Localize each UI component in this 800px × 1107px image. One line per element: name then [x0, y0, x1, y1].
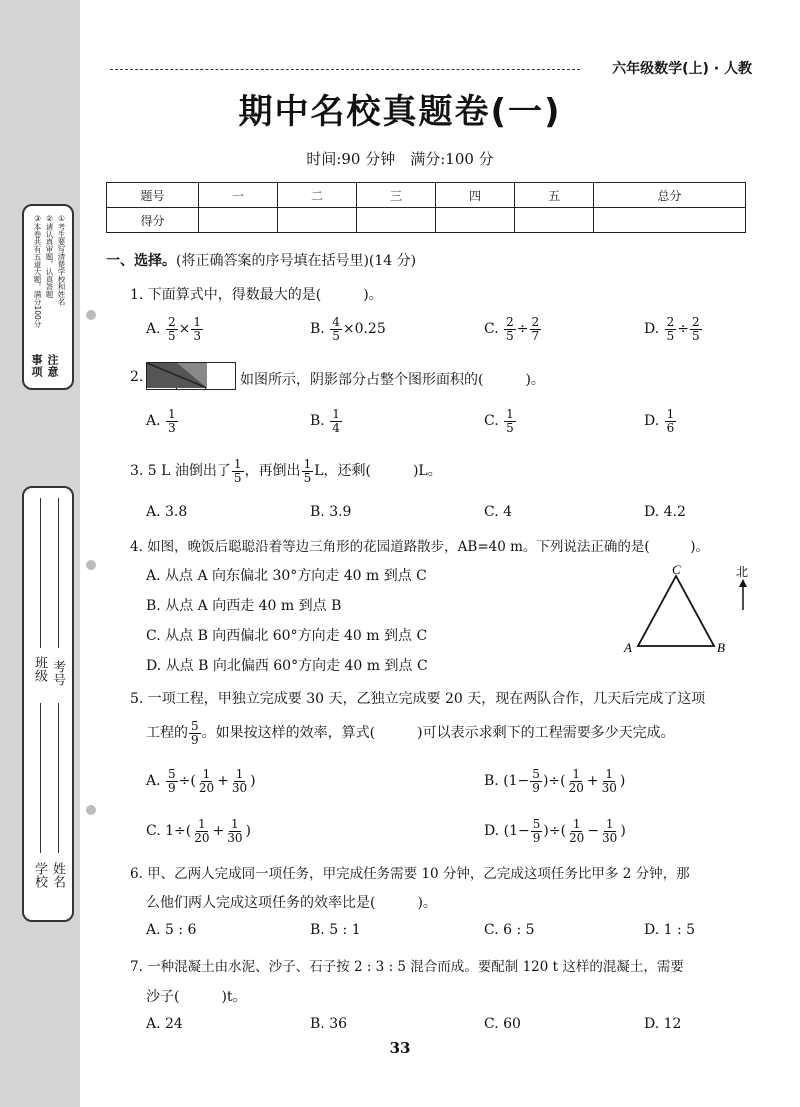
option-label: D. (1−: [484, 823, 530, 840]
operator: ): [619, 773, 626, 790]
vertex-label-b: B: [717, 640, 725, 655]
fraction: [192, 818, 211, 844]
numerator: 2: [531, 315, 540, 329]
question-4-text: 4. 如图，晚饭后聪聪沿着等边三角形的花园道路散步，AB=40 m。下列说法正确的是( )。: [130, 539, 709, 555]
fraction: [166, 316, 178, 342]
binding-hole: [86, 310, 96, 320]
operator: )÷(: [542, 773, 566, 790]
option-label: C. 1÷(: [146, 823, 192, 840]
q7-option-c[interactable]: C. 60: [484, 1016, 521, 1032]
fraction: [567, 768, 586, 794]
table-cell: 一: [199, 183, 278, 208]
q2-option-a[interactable]: [146, 408, 179, 434]
table-cell: 五: [515, 183, 594, 208]
operator: ÷(: [178, 773, 196, 790]
operator: ×: [178, 321, 191, 338]
denominator: 9: [168, 780, 176, 795]
subject-label: 六年级数学(上) · 人教: [612, 61, 752, 77]
denominator: 7: [531, 328, 540, 343]
notes-title: 注意事项: [30, 354, 59, 378]
table-cell: 三: [357, 183, 436, 208]
q3-option-d[interactable]: D. 4.2: [644, 504, 686, 520]
score-input-cell[interactable]: [515, 208, 594, 233]
vertex-label-c: C: [672, 562, 681, 577]
fraction: [530, 316, 542, 342]
fraction: [567, 818, 586, 844]
fraction: [189, 720, 201, 746]
question-7-line-2: 沙子( )t。: [146, 989, 247, 1005]
examno-fill-line: [58, 703, 59, 853]
fraction: [690, 316, 702, 342]
score-input-cell[interactable]: [278, 208, 357, 233]
q2-option-b[interactable]: [310, 408, 343, 434]
fraction: [191, 316, 203, 342]
operator: ): [620, 823, 626, 840]
score-input-cell[interactable]: [594, 208, 746, 233]
option-label: C.: [484, 321, 499, 338]
question-7-line-1: 7. 一种混凝土由水泥、沙子、石子按 2 : 3 : 5 混合而成。要配制 120 t 这样的混凝土，需要: [130, 959, 684, 975]
q7-option-d[interactable]: D. 12: [644, 1016, 682, 1032]
fraction: [330, 316, 342, 342]
fraction: [530, 768, 542, 794]
numerator: 1: [198, 817, 206, 831]
denominator: 3: [193, 328, 202, 343]
denominator: 5: [506, 420, 514, 435]
q6-option-c[interactable]: C. 6 : 5: [484, 922, 535, 938]
score-input-cell[interactable]: [436, 208, 515, 233]
triangle-figure: [620, 562, 760, 662]
operator: +: [212, 823, 225, 840]
q4-option-b[interactable]: B. 从点 A 向西走 40 m 到点 B: [146, 598, 342, 614]
text-part: 工程的: [146, 725, 188, 742]
q5-option-a[interactable]: [146, 768, 256, 794]
table-cell: 得分: [107, 208, 199, 233]
question-2-text: 如图所示，阴影部分占整个图形面积的( )。: [240, 372, 545, 388]
fraction: [225, 818, 244, 844]
q1-option-d[interactable]: [644, 316, 703, 342]
q4-option-c[interactable]: C. 从点 B 向西偏北 60°方向走 40 m 到点 C: [146, 628, 428, 644]
equilateral-triangle: [638, 576, 714, 646]
text-part: 3. 5 L 油倒出了: [130, 463, 231, 480]
denominator: 5: [233, 470, 242, 485]
q2-option-d[interactable]: [644, 408, 677, 434]
operator: −: [587, 823, 600, 840]
section-title: 一、选择。: [106, 253, 176, 269]
q6-option-a[interactable]: A. 5 : 6: [146, 922, 197, 938]
field-label-examno: 考号: [50, 660, 65, 686]
denominator: 5: [332, 328, 340, 343]
denominator: 20: [194, 830, 210, 845]
option-label: A.: [146, 773, 161, 790]
rect-part: [206, 363, 235, 389]
question-6-line-1: 6. 甲、乙两人完成同一项任务，甲完成任务需要 10 分钟，乙完成这项任务比甲多 2 分钟，那: [130, 866, 690, 882]
numerator: 1: [233, 457, 242, 471]
shaded-rectangle-figure: [146, 362, 236, 390]
option-label: A.: [146, 413, 161, 430]
denominator: 20: [569, 830, 585, 845]
numerator: 1: [666, 407, 675, 421]
page-title: 期中名校真题卷(一): [238, 92, 562, 132]
denominator: 30: [227, 830, 243, 845]
option-label: B. (1−: [484, 773, 530, 790]
fraction: [600, 768, 619, 794]
shaded-area: [147, 363, 207, 388]
section-heading: [106, 250, 416, 270]
score-input-cell[interactable]: [357, 208, 436, 233]
q5-option-d[interactable]: [484, 818, 626, 844]
binding-hole: [86, 805, 96, 815]
numerator: 2: [666, 315, 675, 329]
header-dashed-line: [110, 69, 580, 70]
numerator: 5: [532, 817, 541, 831]
table-cell: 总分: [594, 183, 746, 208]
table-cell: 四: [436, 183, 515, 208]
option-label: B.: [310, 413, 325, 430]
section-instruction: (将正确答案的序号填在括号里)(14 分): [176, 253, 417, 269]
denominator: 5: [666, 328, 675, 343]
operator: ÷: [516, 321, 529, 338]
denominator: 9: [532, 780, 540, 795]
school-fill-line: [40, 498, 41, 648]
denominator: 6: [666, 420, 675, 435]
denominator: 3: [168, 420, 176, 435]
operator: +: [217, 773, 229, 790]
numerator: 1: [193, 315, 202, 329]
numerator: 1: [303, 457, 312, 471]
operator: ÷: [677, 321, 690, 338]
question-3-text: [130, 458, 442, 484]
q3-option-b[interactable]: B. 3.9: [310, 504, 352, 520]
q6-option-d[interactable]: D. 1 : 5: [644, 922, 696, 938]
denominator: 20: [568, 780, 584, 795]
q3-option-c[interactable]: C. 4: [484, 504, 513, 520]
table-row: [107, 183, 746, 208]
numerator: 2: [506, 315, 514, 329]
option-label: D.: [644, 321, 660, 338]
question-5-line-1: 5. 一项工程，甲独立完成要 30 天，乙独立完成要 20 天，现在两队合作，几天后完成了这项: [130, 691, 706, 707]
notes-line-3: ③本卷共有五道大题，满分100分: [33, 214, 42, 328]
fraction: [600, 818, 619, 844]
numerator: 5: [532, 767, 540, 781]
vertex-label-a: A: [624, 640, 632, 655]
q2-option-c[interactable]: [484, 408, 517, 434]
operator: )÷(: [543, 823, 567, 840]
denominator: 9: [191, 732, 199, 747]
q7-option-b[interactable]: B. 36: [310, 1016, 348, 1032]
denominator: 9: [532, 830, 541, 845]
denominator: 30: [601, 780, 617, 795]
numerator: 1: [605, 817, 614, 831]
q1-option-b[interactable]: [310, 316, 386, 342]
denominator: 30: [231, 780, 248, 795]
option-label: A.: [146, 321, 161, 338]
denominator: 5: [168, 328, 176, 343]
notes-box: [22, 204, 74, 390]
text-part: ，再倒出: [244, 463, 301, 480]
numerator: 1: [202, 767, 211, 781]
fraction: [665, 408, 677, 434]
denominator: 5: [506, 328, 514, 343]
north-label: 北: [736, 565, 749, 579]
numerator: 1: [572, 767, 581, 781]
question-2-number: 2.: [130, 369, 144, 385]
numerator: 4: [332, 315, 340, 329]
q4-option-d[interactable]: D. 从点 B 向北偏西 60°方向走 40 m 到点 C: [146, 658, 428, 674]
field-label-name: 姓名: [50, 862, 65, 888]
exam-info: 时间:90 分钟 满分:100 分: [306, 150, 494, 168]
north-arrowhead-icon: [739, 579, 747, 587]
question-6-line-2: 么他们两人完成这项任务的效率比是( )。: [146, 895, 437, 911]
option-label: D.: [644, 413, 660, 430]
operator: ): [245, 823, 251, 840]
numerator: 1: [572, 817, 581, 831]
numerator: 2: [692, 315, 700, 329]
q4-option-a[interactable]: A. 从点 A 向东偏北 30°方向走 40 m 到点 C: [146, 568, 427, 584]
numerator: 1: [605, 767, 614, 781]
expression-rest: ×0.25: [342, 321, 386, 338]
question-1-text: 1. 下面算式中，得数最大的是( )。: [130, 287, 383, 303]
notes-line-1: ①考生要写清楚学校和姓名: [57, 214, 66, 306]
numerator: 1: [506, 407, 514, 421]
fraction: [330, 408, 342, 434]
denominator: 30: [602, 830, 618, 845]
score-input-cell[interactable]: [199, 208, 278, 233]
fraction: [531, 818, 543, 844]
numerator: 1: [332, 407, 340, 421]
name-fill-line: [58, 498, 59, 648]
numerator: 5: [168, 767, 176, 781]
numerator: 1: [168, 407, 176, 421]
fraction: [232, 458, 244, 484]
fraction: [302, 458, 314, 484]
q5-option-c[interactable]: [146, 818, 251, 844]
numerator: 1: [231, 817, 239, 831]
class-fill-line: [40, 703, 41, 853]
question-5-line-2: [146, 720, 675, 746]
operator: ): [250, 773, 256, 790]
q1-option-a[interactable]: [146, 316, 204, 342]
option-label: C.: [484, 413, 499, 430]
q5-option-b[interactable]: [484, 768, 625, 794]
table-cell: 二: [278, 183, 357, 208]
table-cell: 题号: [107, 183, 199, 208]
denominator: 5: [303, 470, 312, 485]
text-part: 。如果按这样的效率，算式( )可以表示求剩下的工程需要多少天完成。: [201, 725, 675, 742]
denominator: 4: [332, 420, 340, 435]
option-label: B.: [310, 321, 325, 338]
table-row: [107, 208, 746, 233]
text-part: L，还剩( )L。: [314, 463, 442, 480]
notes-line-2: ②请认真审题，认真答题: [45, 214, 54, 298]
q7-option-a[interactable]: A. 24: [146, 1016, 183, 1032]
page-number: 33: [389, 1039, 411, 1057]
operator: +: [586, 773, 599, 790]
score-table: [106, 182, 746, 233]
numerator: 1: [235, 767, 244, 781]
field-label-class: 班级: [32, 656, 47, 682]
fraction: [230, 768, 249, 794]
numerator: 2: [168, 315, 176, 329]
fraction: [166, 408, 178, 434]
q6-option-b[interactable]: B. 5 : 1: [310, 922, 361, 938]
numerator: 5: [191, 719, 199, 733]
q3-option-a[interactable]: A. 3.8: [146, 504, 188, 520]
student-info-box: [22, 486, 74, 922]
fraction: [197, 768, 216, 794]
field-label-school: 学校: [32, 862, 47, 888]
fraction: [665, 316, 677, 342]
fraction: [166, 768, 178, 794]
denominator: 20: [198, 780, 215, 795]
q1-option-c[interactable]: [484, 316, 542, 342]
fraction: [504, 316, 516, 342]
fraction: [504, 408, 516, 434]
denominator: 5: [692, 328, 700, 343]
binding-hole: [86, 560, 96, 570]
